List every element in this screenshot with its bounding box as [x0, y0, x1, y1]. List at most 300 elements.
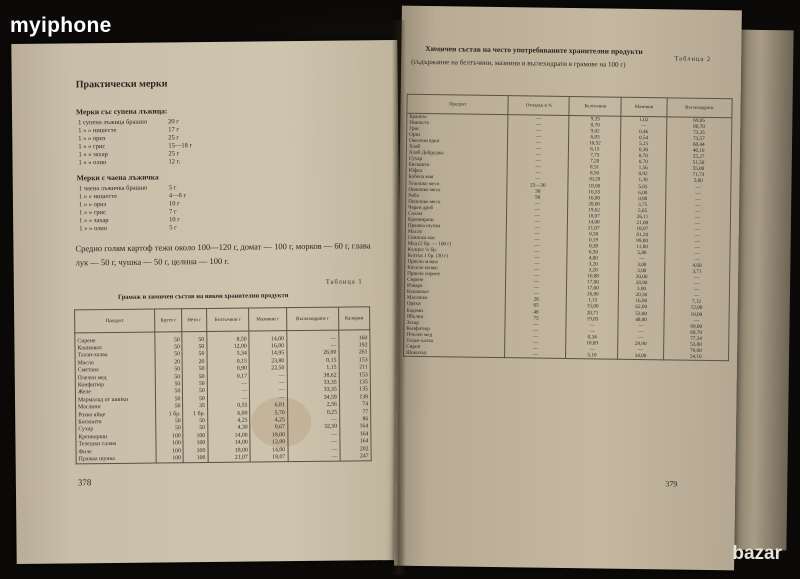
- value-cell: 2,56: [287, 401, 339, 409]
- product-name-cell: Бисквити: [406, 162, 508, 169]
- value-cell: —: [505, 339, 566, 346]
- value-cell: 20,00: [568, 201, 620, 208]
- value-cell: 100: [156, 440, 183, 448]
- column-header: Продукт: [407, 94, 509, 114]
- value-cell: 22,50: [249, 365, 286, 373]
- composition-table: [403, 94, 733, 361]
- value-cell: 50: [183, 425, 207, 433]
- value-cell: —: [618, 334, 663, 341]
- value-cell: 50: [183, 388, 207, 396]
- measure-item: 1 » » ориз: [78, 135, 106, 143]
- value-cell: 0,70: [621, 159, 666, 166]
- value-cell: 4,30: [208, 424, 251, 432]
- value-cell: —: [287, 416, 339, 424]
- value-cell: 16,00: [249, 343, 286, 351]
- teaspoon-section-title: Мерки с чаена лъжичка: [76, 172, 159, 183]
- measure-item: 1 » » грис: [78, 143, 106, 151]
- value-cell: 77,34: [663, 335, 729, 342]
- value-cell: 23,80: [249, 357, 286, 365]
- value-cell: —: [665, 190, 731, 197]
- value-cell: —: [287, 431, 339, 439]
- value-cell: 7,75: [569, 152, 621, 159]
- page-number: 379: [665, 479, 678, 489]
- value-cell: 20,71: [566, 309, 618, 316]
- value-cell: —: [506, 242, 567, 249]
- value-cell: 71,73: [666, 172, 732, 179]
- product-name-cell: Маслини: [76, 403, 156, 411]
- value-cell: 1,15: [287, 364, 339, 372]
- column-header: Мазнини г: [249, 308, 287, 331]
- value-cell: —: [288, 445, 340, 453]
- value-cell: 30: [507, 188, 568, 195]
- value-cell: —: [665, 232, 731, 239]
- value-cell: 3,00: [619, 286, 664, 293]
- product-name-cell: Пилешко месо: [406, 198, 508, 205]
- product-name-cell: Прясно мляко: [405, 259, 507, 266]
- value-cell: 100: [183, 439, 207, 447]
- value-cell: 48: [506, 309, 567, 316]
- value-cell: —: [665, 214, 731, 221]
- value-cell: 19,85: [566, 316, 618, 323]
- value-cell: 0,17: [207, 373, 250, 381]
- value-cell: —: [250, 372, 287, 380]
- product-name-cell: Сирене: [75, 332, 155, 345]
- value-cell: 26: [506, 297, 567, 304]
- value-cell: —: [508, 127, 569, 134]
- value-cell: 69,05: [666, 117, 732, 124]
- value-cell: 33,35: [287, 379, 339, 387]
- value-cell: 75: [505, 315, 566, 322]
- value-cell: 1 бр.: [156, 410, 183, 418]
- value-cell: 50: [183, 366, 207, 374]
- value-cell: 153: [339, 371, 370, 379]
- measure-item: 1 » » нишесте: [78, 126, 117, 135]
- value-cell: 5,00: [665, 178, 731, 185]
- book-page-edge: [732, 30, 793, 551]
- measure-item: 1 » » захар: [78, 151, 108, 159]
- value-cell: 20: [155, 358, 182, 366]
- value-cell: 6,15: [569, 146, 621, 153]
- bazar-logo: bazar: [732, 543, 782, 564]
- value-cell: —: [508, 121, 569, 128]
- value-cell: 50: [183, 373, 207, 381]
- value-cell: —: [506, 260, 567, 267]
- value-cell: 33,35: [287, 386, 339, 394]
- value-cell: 50: [183, 395, 207, 403]
- value-cell: 14,95: [249, 350, 286, 358]
- value-cell: —: [506, 278, 567, 285]
- column-header: Белтъчини г: [206, 308, 249, 331]
- value-cell: 164: [340, 438, 371, 446]
- product-name-cell: Извара: [404, 283, 506, 290]
- value-cell: 0,70: [621, 153, 666, 160]
- value-cell: —: [505, 345, 566, 352]
- value-cell: 1 бр.: [183, 410, 207, 418]
- value-cell: 16,55: [568, 189, 620, 196]
- measure-item: 1 » » олио: [78, 159, 107, 167]
- value-cell: 25—30: [507, 182, 568, 189]
- product-name-cell: Телешко месо: [406, 180, 508, 187]
- value-cell: 16,80: [619, 298, 664, 305]
- product-name-cell: Бобена мая: [406, 174, 508, 181]
- value-cell: 5,25: [621, 141, 666, 148]
- value-cell: —: [508, 164, 569, 171]
- value-cell: 1,30: [620, 177, 665, 184]
- value-cell: 53,00: [619, 310, 664, 317]
- value-cell: 50: [156, 418, 183, 426]
- measure-amount: 15—18 г: [168, 142, 193, 150]
- product-name-cell: Кисело мляко: [405, 265, 507, 272]
- column-header: Продукт: [75, 309, 155, 333]
- value-cell: 16,88: [567, 273, 619, 280]
- value-cell: 50: [156, 403, 183, 411]
- value-cell: 3,71: [664, 269, 730, 276]
- value-cell: 6,50: [567, 249, 619, 256]
- value-cell: —: [508, 145, 569, 152]
- value-cell: —: [664, 256, 730, 263]
- value-cell: 1,02: [621, 116, 666, 123]
- value-cell: 211: [339, 364, 370, 372]
- value-cell: 3,00: [619, 262, 664, 269]
- value-cell: 3,20: [567, 261, 619, 268]
- measure-row: [78, 158, 188, 167]
- value-cell: —: [506, 284, 567, 291]
- value-cell: 10,69: [566, 340, 618, 347]
- table-title: Грамаж и химичен състав на някои хранителни продукти: [117, 292, 289, 301]
- table-label: Таблица 2: [674, 55, 712, 63]
- product-name-cell: Захар: [404, 319, 506, 326]
- value-cell: 9,35: [569, 116, 621, 123]
- value-cell: 0,38: [567, 243, 619, 250]
- value-cell: 29,90: [618, 340, 663, 347]
- value-cell: —: [621, 123, 666, 130]
- left-page: [11, 40, 402, 564]
- value-cell: 5,10: [566, 352, 618, 359]
- measure-item: 1 » » грис: [79, 209, 107, 217]
- value-cell: 20: [182, 358, 206, 366]
- product-name-cell: Пчелен мед: [75, 373, 155, 381]
- value-cell: 14,00: [249, 331, 286, 343]
- value-cell: 1,15: [567, 297, 619, 304]
- value-cell: —: [618, 346, 663, 353]
- product-name-cell: Хляб Добруджа: [406, 150, 508, 157]
- product-name-cell: Белтък 1 бр. (30 г): [405, 253, 507, 260]
- page-title: Химичен състав на често употребяваните хранителни продукти: [425, 43, 643, 57]
- measure-amount: 5 г: [168, 184, 177, 192]
- product-name-cell: Кълцът ¼ бр.: [405, 247, 507, 254]
- value-cell: —: [665, 202, 731, 209]
- value-cell: 6,00: [207, 409, 250, 417]
- value-cell: —: [664, 287, 730, 294]
- value-cell: 4,25: [250, 416, 287, 424]
- measure-amount: 12 г.: [168, 158, 181, 166]
- value-cell: —: [507, 206, 568, 213]
- value-cell: 50: [156, 425, 183, 433]
- value-cell: —: [508, 157, 569, 164]
- value-cell: —: [665, 208, 731, 215]
- value-cell: —: [207, 387, 250, 395]
- table-row: [76, 453, 371, 464]
- value-cell: 5,05: [620, 183, 665, 190]
- value-cell: 0,70: [569, 122, 621, 129]
- value-cell: 100: [156, 455, 183, 463]
- value-cell: 77: [339, 408, 370, 416]
- right-page: [394, 6, 742, 571]
- value-cell: 100: [156, 432, 183, 440]
- spoon-section-title: Мерки със супена лъжица:: [75, 106, 168, 117]
- value-cell: 14,00: [568, 219, 620, 226]
- value-cell: —: [664, 281, 730, 288]
- value-cell: 50: [182, 332, 206, 344]
- product-name-cell: Масло: [405, 229, 507, 236]
- value-cell: —: [619, 256, 664, 263]
- product-name-cell: Овесени ядки: [406, 138, 508, 145]
- product-name-cell: Орехи: [404, 301, 506, 308]
- measure-amount: 20 г: [168, 118, 179, 126]
- value-cell: 5,85: [620, 207, 665, 214]
- value-cell: 20,00: [619, 274, 664, 281]
- value-cell: 153: [339, 356, 370, 364]
- product-name-cell: Ориз: [407, 132, 509, 139]
- value-cell: —: [665, 244, 731, 251]
- value-cell: 26,00: [567, 291, 619, 298]
- column-header: Въглехидрати г: [286, 307, 338, 331]
- product-name-cell: Брашно: [407, 113, 509, 121]
- value-cell: —: [288, 438, 340, 446]
- value-cell: 50: [182, 351, 206, 359]
- value-cell: 18,00: [208, 446, 251, 454]
- product-name-cell: Прясно сирене: [405, 271, 507, 278]
- value-cell: —: [506, 272, 567, 279]
- value-cell: 7,12: [664, 299, 730, 306]
- value-cell: 50: [155, 332, 182, 344]
- product-name-cell: Пчелен мед: [404, 331, 506, 338]
- measure-amount: 17 г: [168, 126, 180, 134]
- value-cell: 50: [507, 194, 568, 201]
- value-cell: —: [566, 322, 618, 329]
- column-header: Белтъчини: [569, 97, 621, 117]
- nutrition-table: [74, 306, 372, 464]
- value-cell: 5,80: [619, 250, 664, 257]
- value-cell: 202: [340, 445, 371, 453]
- value-cell: 0,80: [620, 195, 665, 202]
- value-cell: —: [618, 328, 663, 335]
- value-cell: 3,75: [620, 201, 665, 208]
- value-cell: 18,07: [568, 213, 620, 220]
- value-cell: —: [664, 275, 730, 282]
- spoon-measures-list: [78, 118, 193, 167]
- value-cell: 10,52: [569, 140, 621, 147]
- measure-item: 1 » » ориз: [78, 201, 107, 209]
- value-cell: 50: [155, 381, 182, 389]
- value-cell: 50: [183, 380, 207, 388]
- value-cell: 5,70: [250, 409, 287, 417]
- value-cell: 0,25: [287, 409, 339, 417]
- value-cell: —: [288, 453, 340, 461]
- value-cell: 10,20: [568, 176, 620, 183]
- value-cell: 6,81: [250, 402, 287, 410]
- value-cell: 32,50: [287, 423, 339, 431]
- value-cell: 55,00: [666, 166, 732, 173]
- value-cell: 14,00: [250, 446, 287, 454]
- product-name-cell: Желе: [75, 388, 155, 396]
- value-cell: 100: [184, 454, 208, 462]
- value-cell: 50: [156, 395, 183, 403]
- measure-item: 1 супена лъжица брашно: [78, 118, 148, 127]
- value-cell: —: [665, 196, 731, 203]
- product-name-cell: Мед (2 бр. — 100 г): [405, 241, 507, 248]
- value-cell: 135: [339, 379, 370, 387]
- value-cell: 0,54: [621, 135, 666, 142]
- value-cell: 0,90: [207, 365, 250, 373]
- product-name-cell: Рохко яйце: [76, 410, 156, 418]
- body-paragraph: Средно голям картоф тежи около 100—120 г, домат — 100 г, морков — 60 г, глава лук — 50 г, чушка — 50 г, целина — 100 г.: [75, 240, 371, 268]
- product-name-cell: Бадеми: [404, 307, 506, 314]
- value-cell: —: [250, 380, 287, 388]
- value-cell: —: [507, 176, 568, 183]
- value-cell: 247: [340, 453, 371, 461]
- value-cell: —: [507, 218, 568, 225]
- value-cell: 12,00: [664, 305, 730, 312]
- value-cell: 0,30: [621, 147, 666, 154]
- value-cell: 34,59: [287, 394, 339, 402]
- value-cell: 21,00: [620, 220, 665, 227]
- product-name-cell: Сухар: [76, 425, 156, 433]
- value-cell: 18,07: [250, 453, 287, 461]
- value-cell: —: [506, 266, 567, 273]
- value-cell: —: [566, 328, 618, 335]
- value-cell: 100: [156, 447, 183, 455]
- column-header: Отпадък в %: [508, 96, 569, 116]
- value-cell: 5,34: [207, 350, 250, 358]
- value-cell: 8,50: [207, 331, 250, 343]
- value-cell: 18,07: [620, 226, 665, 233]
- value-cell: 0,92: [621, 171, 666, 178]
- value-cell: 164: [340, 423, 371, 431]
- value-cell: —: [505, 333, 566, 340]
- product-name-cell: Грис: [407, 126, 509, 133]
- value-cell: —: [505, 351, 566, 358]
- value-cell: 50: [155, 351, 182, 359]
- column-header: Въглехидрати: [666, 98, 732, 118]
- value-cell: 4,00: [567, 255, 619, 262]
- measure-amount: 25 г: [168, 134, 180, 142]
- value-cell: 99,00: [620, 238, 665, 245]
- value-cell: 12,00: [250, 439, 287, 447]
- measure-row: [79, 224, 189, 233]
- value-cell: —: [508, 139, 569, 146]
- product-name-cell: Кренвирши: [76, 433, 156, 441]
- value-cell: —: [665, 226, 731, 233]
- value-cell: 7,20: [569, 158, 621, 165]
- column-header: Мазнини: [621, 97, 666, 117]
- value-cell: 135: [339, 386, 370, 394]
- value-cell: 15,00: [567, 303, 619, 310]
- product-name-cell: Салам: [405, 210, 507, 217]
- value-cell: 51,50: [666, 160, 732, 167]
- value-cell: —: [508, 133, 569, 140]
- product-name-cell: Пражка шунка: [76, 455, 156, 464]
- column-header: Нето г: [182, 309, 207, 332]
- value-cell: 53,88: [663, 341, 729, 348]
- value-cell: 38,62: [287, 372, 339, 380]
- product-name-cell: Сухар: [406, 156, 508, 163]
- value-cell: —: [508, 151, 569, 158]
- teaspoon-measures-list: [79, 184, 189, 233]
- value-cell: —: [507, 212, 568, 219]
- value-cell: —: [665, 238, 731, 245]
- measure-amount: 25 г: [168, 150, 180, 158]
- value-cell: —: [507, 230, 568, 237]
- product-name-cell: Мармалад от шипки: [75, 396, 155, 404]
- value-cell: —: [506, 290, 567, 297]
- value-cell: 50: [183, 417, 207, 425]
- value-cell: —: [250, 394, 287, 402]
- value-cell: 55,27: [666, 154, 732, 161]
- product-name-cell: Овнешко месо: [406, 186, 508, 193]
- measure-amount: 10 г: [168, 200, 180, 208]
- value-cell: 8,51: [568, 164, 620, 171]
- value-cell: 99,00: [663, 323, 729, 330]
- page-title: Практически мерки: [75, 78, 168, 91]
- value-cell: —: [207, 395, 250, 403]
- measure-item: 1 » » нишесте: [78, 192, 118, 201]
- value-cell: —: [250, 387, 287, 395]
- product-name-cell: Хляб: [406, 144, 508, 151]
- value-cell: 18,00: [568, 183, 620, 190]
- product-name-cell: Кашкавал: [404, 289, 506, 296]
- value-cell: 50: [155, 344, 182, 352]
- value-cell: —: [507, 224, 568, 231]
- product-name-cell: Бисквити: [76, 418, 156, 426]
- value-cell: 81,20: [620, 232, 665, 239]
- value-cell: 50: [156, 388, 183, 396]
- value-cell: —: [665, 184, 731, 191]
- value-cell: 80,70: [666, 123, 732, 130]
- value-cell: 139: [339, 393, 370, 401]
- value-cell: 26,00: [287, 349, 339, 357]
- measure-amount: 7 г: [169, 208, 177, 216]
- value-cell: 3,00: [619, 268, 664, 275]
- value-cell: 70,00: [663, 347, 729, 354]
- value-cell: 1,56: [621, 165, 666, 172]
- watermark: myiphone: [10, 14, 112, 37]
- value-cell: —: [566, 346, 618, 353]
- value-cell: 3,20: [567, 267, 619, 274]
- value-cell: 60,44: [666, 142, 732, 149]
- book-gutter: [392, 20, 406, 575]
- value-cell: 68,70: [663, 329, 729, 336]
- product-name-cell: Риба: [406, 192, 508, 199]
- value-cell: —: [664, 293, 730, 300]
- product-name-cell: Тахан-халва: [75, 351, 155, 359]
- product-name-cell: Пражка шунка: [405, 223, 507, 230]
- value-cell: 261: [339, 349, 370, 357]
- value-cell: 35: [183, 403, 207, 411]
- product-name-cell: Кренвирши: [405, 217, 507, 224]
- value-cell: —: [286, 330, 338, 342]
- product-name-cell: Свинска мас: [405, 235, 507, 242]
- value-cell: —: [665, 220, 731, 227]
- value-cell: 8,50: [568, 170, 620, 177]
- value-cell: 50: [155, 373, 182, 381]
- product-name-cell: Нишесте: [407, 120, 509, 127]
- column-header: Бруто г: [155, 309, 183, 332]
- value-cell: 62,00: [619, 304, 664, 311]
- value-cell: 4,25: [207, 417, 250, 425]
- value-cell: 0,15: [207, 358, 250, 366]
- value-cell: —: [506, 248, 567, 255]
